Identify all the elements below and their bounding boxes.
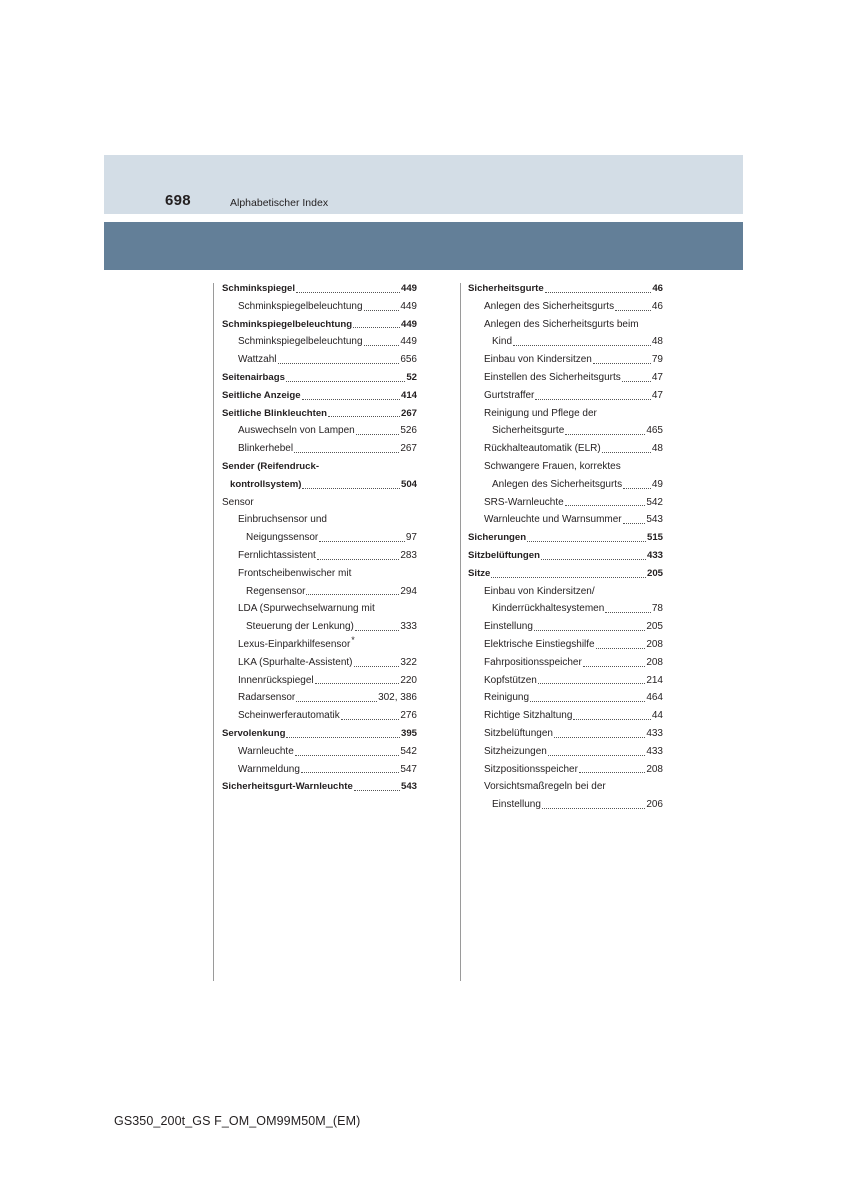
document-code: GS350_200t_GS F_OM_OM99M50M_(EM) [114, 1114, 361, 1128]
page-reference: 214 [646, 674, 663, 686]
dot-leader [538, 683, 646, 684]
page-reference: 322 [400, 656, 417, 668]
dot-leader [296, 292, 400, 293]
index-entry [468, 689, 663, 707]
dot-leader [354, 790, 400, 791]
left-column-rule [213, 283, 214, 981]
page-reference: 49 [651, 478, 663, 490]
index-term: Warnleuchte und Warnsummer [484, 514, 622, 526]
page-reference: 267 [400, 443, 417, 455]
dot-leader [364, 345, 400, 346]
index-entry [468, 707, 663, 725]
dot-leader [355, 630, 399, 631]
index-term: Einbau von Kindersitzen/ [484, 585, 595, 597]
index-column-right [468, 280, 663, 814]
index-entry [222, 529, 417, 547]
index-entry [468, 761, 663, 779]
dot-leader [302, 488, 400, 489]
asterisk-marker: * [351, 634, 355, 645]
page-reference: 656 [400, 354, 417, 366]
index-term: Auswechseln von Lampen [238, 425, 355, 437]
index-term: Schminkspiegelbeleuchtung [222, 318, 353, 330]
index-entry [468, 778, 663, 796]
index-entry [468, 636, 663, 654]
index-term: Sicherheitsgurte [492, 425, 565, 437]
index-term: Seitenairbags [222, 371, 285, 383]
index-entry [222, 298, 417, 316]
dot-leader [294, 452, 399, 453]
index-entry [468, 298, 663, 316]
index-entry [222, 280, 417, 298]
page-reference: 542 [400, 745, 417, 757]
index-term: kontrollsystem) [230, 478, 302, 490]
index-term: Fahrpositionsspeicher [484, 656, 582, 668]
dot-leader [328, 416, 400, 417]
dot-leader [545, 292, 652, 293]
page-reference: 449 [400, 318, 417, 330]
index-entry [222, 654, 417, 672]
index-term: SRS-Warnleuchte [484, 496, 564, 508]
dot-leader [602, 452, 651, 453]
dot-leader [548, 755, 645, 756]
index-entry [468, 316, 663, 334]
index-term: Schminkspiegel [222, 283, 296, 294]
index-entry [468, 494, 663, 512]
dot-leader [565, 434, 645, 435]
index-term: Reinigung [484, 692, 530, 704]
dot-leader [541, 559, 646, 560]
index-entry [468, 405, 663, 423]
index-term: Regensensor [246, 585, 306, 597]
index-term: Schminkspiegelbeleuchtung [238, 336, 363, 348]
page-reference: 276 [400, 710, 417, 722]
page-reference: 542 [646, 496, 663, 508]
dot-leader [593, 363, 651, 364]
index-term: Sitzpositionsspeicher [484, 763, 578, 775]
page-reference: 543 [400, 781, 417, 793]
index-term: Sender (Reifendruck- [222, 460, 320, 472]
dot-leader [306, 594, 399, 595]
index-entry [222, 707, 417, 725]
index-term: Anlegen des Sicherheitsgurts [484, 300, 615, 312]
page-reference: 449 [400, 336, 417, 348]
page-reference: 79 [651, 354, 663, 366]
page-reference: 414 [400, 389, 417, 401]
right-column-rule [460, 283, 461, 981]
index-term: Sitzbelüftungen [468, 549, 540, 561]
index-term: Sicherheitsgurte [468, 283, 544, 294]
dot-leader [579, 772, 645, 773]
index-entry [468, 725, 663, 743]
index-term: LKA (Spurhalte-Assistent) [238, 656, 353, 668]
dot-leader [623, 488, 651, 489]
index-term: Lexus-Einparkhilfesensor [238, 638, 351, 650]
index-entry [222, 316, 417, 334]
index-entry [468, 600, 663, 618]
index-term: Seitliche Blinkleuchten [222, 407, 328, 419]
index-term: Servolenkung [222, 727, 286, 739]
dot-leader [286, 737, 400, 738]
page-reference: 449 [400, 283, 417, 294]
page-reference: 504 [400, 478, 417, 490]
index-entry [222, 405, 417, 423]
index-entry [468, 422, 663, 440]
page-reference: 333 [400, 621, 417, 633]
page-reference: 433 [646, 549, 663, 561]
index-entry [222, 725, 417, 743]
index-entry [468, 654, 663, 672]
index-term: Warnmeldung [238, 763, 300, 775]
page-reference: 433 [646, 727, 663, 739]
page-reference: 302, 386 [378, 692, 417, 704]
index-term: Sitzbelüftungen [484, 727, 553, 739]
index-entry [222, 333, 417, 351]
index-entry [468, 440, 663, 458]
index-term: Schminkspiegelbeleuchtung [238, 300, 363, 312]
page-reference: 526 [400, 425, 417, 437]
page-reference: 52 [406, 371, 417, 383]
index-entry [222, 369, 417, 387]
page-reference: 46 [652, 283, 663, 294]
index-entry [468, 672, 663, 690]
index-entry [222, 778, 417, 796]
dot-leader [573, 719, 650, 720]
page-reference: 433 [646, 745, 663, 757]
page-reference: 208 [646, 763, 663, 775]
dot-leader [605, 612, 651, 613]
header-gap [104, 214, 743, 222]
index-entry [468, 476, 663, 494]
index-entry [222, 618, 417, 636]
index-entry [468, 369, 663, 387]
page-reference: 449 [400, 300, 417, 312]
index-entry [222, 476, 417, 494]
dot-leader [278, 363, 400, 364]
page-reference: 44 [651, 710, 663, 722]
index-entry [222, 600, 417, 618]
index-entry [468, 333, 663, 351]
index-term: Radarsensor [238, 692, 296, 704]
page-reference: 547 [400, 763, 417, 775]
index-entry [222, 351, 417, 369]
dot-leader [534, 630, 645, 631]
index-entry [222, 761, 417, 779]
index-entry [468, 458, 663, 476]
dot-leader [535, 399, 650, 400]
page-reference: 206 [646, 799, 663, 811]
index-term: Anlegen des Sicherheitsgurts beim [484, 318, 639, 330]
index-entry [468, 387, 663, 405]
index-entry [468, 547, 663, 565]
index-entry [222, 422, 417, 440]
index-entry [222, 440, 417, 458]
dot-leader [364, 310, 400, 311]
dot-leader [596, 648, 646, 649]
index-term: Schwangere Frauen, korrektes [484, 460, 621, 472]
dot-leader [530, 701, 645, 702]
index-entry [222, 689, 417, 707]
page-reference: 205 [646, 567, 663, 579]
page-reference: 208 [646, 638, 663, 650]
index-entry [468, 796, 663, 814]
section-title: Alphabetischer Index [230, 197, 329, 209]
index-entry [468, 280, 663, 298]
page-reference: 97 [405, 532, 417, 544]
index-term: Scheinwerferautomatik [238, 710, 340, 722]
page-reference: 78 [651, 603, 663, 615]
index-entry [222, 672, 417, 690]
index-term: Sicherungen [468, 532, 527, 544]
index-term: Einbruchsensor und [238, 514, 327, 526]
index-term: Elektrische Einstiegshilfe [484, 638, 595, 650]
page-reference: 205 [646, 621, 663, 633]
page-reference: 294 [400, 585, 417, 597]
page-reference: 48 [651, 336, 663, 348]
page-reference: 283 [400, 549, 417, 561]
index-term: Wattzahl [238, 354, 277, 366]
index-term: Einstellen des Sicherheitsgurts [484, 371, 621, 383]
dot-leader [319, 541, 405, 542]
dot-leader [353, 327, 400, 328]
index-term: Richtige Sitzhaltung [484, 710, 573, 722]
dot-leader [356, 434, 400, 435]
page-reference: 46 [651, 300, 663, 312]
dot-leader [622, 381, 651, 382]
page-reference: 220 [400, 674, 417, 686]
index-entry [468, 529, 663, 547]
dot-leader [527, 541, 646, 542]
page-reference: 47 [651, 389, 663, 401]
index-entry [222, 458, 417, 476]
dot-leader [583, 666, 645, 667]
index-term: Gurtstraffer [484, 389, 535, 401]
index-term: Seitliche Anzeige [222, 389, 301, 401]
index-term: LDA (Spurwechselwarnung mit [238, 603, 375, 615]
index-term: Einstellung [484, 621, 533, 633]
dot-leader [301, 772, 399, 773]
dot-leader [315, 683, 400, 684]
index-entry [222, 583, 417, 601]
page-reference: 395 [400, 727, 417, 739]
dot-leader [317, 559, 400, 560]
index-term: Anlegen des Sicherheitsgurts [492, 478, 623, 490]
index-entry [222, 494, 417, 512]
index-column-left [222, 280, 417, 796]
index-term: Kopfstützen [484, 674, 537, 686]
dot-leader [302, 399, 400, 400]
page-reference: 515 [646, 532, 663, 544]
dot-leader [542, 808, 645, 809]
index-term: Vorsichtsmaßregeln bei der [484, 781, 606, 793]
dot-leader [354, 666, 400, 667]
page-reference: 267 [400, 407, 417, 419]
dot-leader [491, 577, 646, 578]
index-term: Kind [492, 336, 513, 348]
index-term: Frontscheibenwischer mit [238, 567, 352, 579]
index-term: Warnleuchte [238, 745, 294, 757]
index-term: Sitzheizungen [484, 745, 547, 757]
index-entry [468, 618, 663, 636]
index-entry [468, 565, 663, 583]
page-number: 698 [165, 192, 191, 209]
index-entry [468, 511, 663, 529]
dot-leader [565, 505, 646, 506]
index-term: Innenrückspiegel [238, 674, 314, 686]
index-term: Rückhalteautomatik (ELR) [484, 443, 601, 455]
page-reference: 47 [651, 371, 663, 383]
dot-leader [615, 310, 651, 311]
index-entry [222, 547, 417, 565]
index-term: Sitze [468, 567, 491, 579]
page-reference: 48 [651, 443, 663, 455]
index-term: Steuerung der Lenkung) [246, 621, 354, 633]
index-term: Reinigung und Pflege der [484, 407, 597, 419]
index-term: Sensor [222, 496, 254, 508]
index-entry [468, 351, 663, 369]
index-term: Sicherheitsgurt-Warnleuchte [222, 781, 353, 793]
page-reference: 464 [646, 692, 663, 704]
index-term: Einstellung [492, 799, 541, 811]
header-accent-bar [104, 222, 743, 270]
dot-leader [295, 755, 400, 756]
index-entry [222, 565, 417, 583]
index-entry [222, 636, 417, 654]
dot-leader [554, 737, 645, 738]
index-term: Kinderrückhaltesystemen [492, 603, 605, 615]
header-band [104, 155, 743, 214]
dot-leader [286, 381, 405, 382]
page-reference: 465 [646, 425, 663, 437]
dot-leader [296, 701, 377, 702]
page-reference: 543 [646, 514, 663, 526]
index-entry [222, 511, 417, 529]
index-term: Blinkerhebel [238, 443, 294, 455]
index-term: Neigungssensor [246, 532, 319, 544]
page-reference: 208 [646, 656, 663, 668]
index-entry [222, 743, 417, 761]
dot-leader [623, 523, 646, 524]
index-term: Einbau von Kindersitzen [484, 354, 592, 366]
index-entry [222, 387, 417, 405]
dot-leader [513, 345, 651, 346]
index-term: Fernlichtassistent [238, 549, 316, 561]
index-entry [468, 743, 663, 761]
dot-leader [341, 719, 400, 720]
index-entry [468, 583, 663, 601]
